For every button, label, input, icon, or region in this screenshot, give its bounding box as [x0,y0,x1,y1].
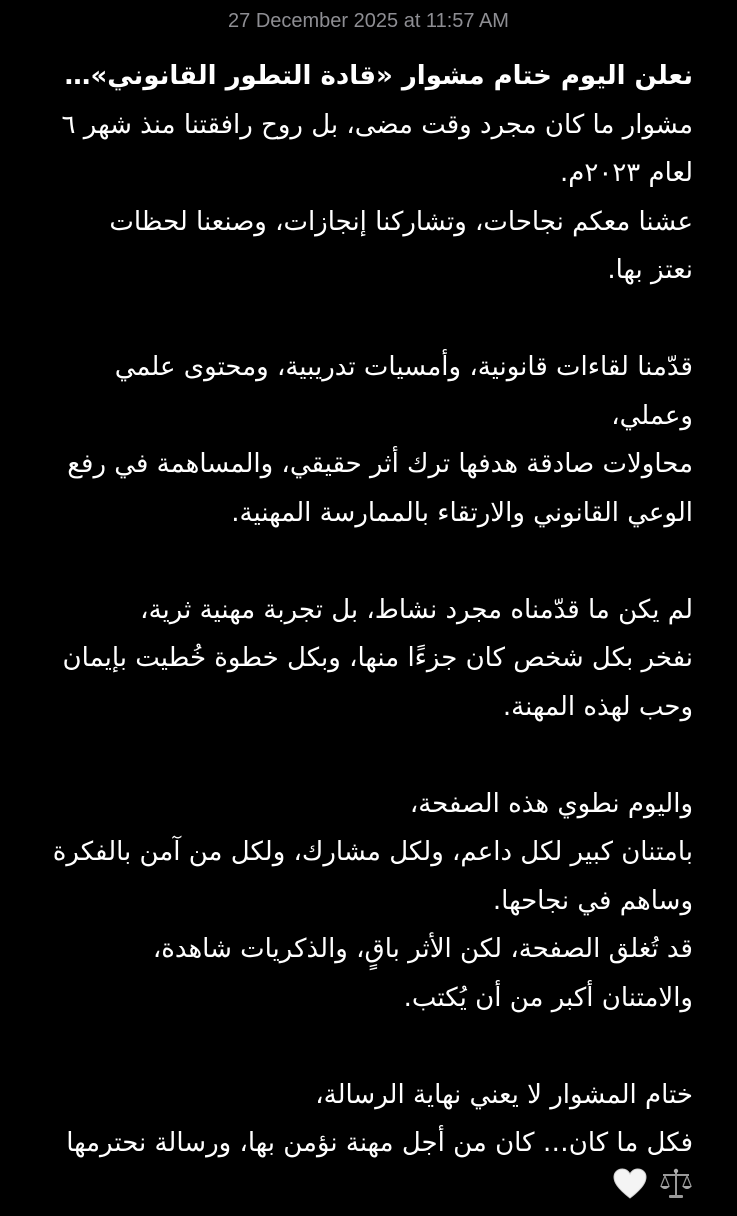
blank-line [37,537,693,586]
note-title: نعلن اليوم ختام مشوار «قادة التطور القانوني»… [37,52,693,101]
note-line: مشوار ما كان مجرد وقت مضى، بل روح رافقتنا منذ شهر ٦ [37,101,693,150]
blank-line [37,731,693,780]
note-line: وساهم في نجاحها. [37,877,693,926]
note-line: لم يكن ما قدّمناه مجرد نشاط، بل تجربة مهنية ثرية، [37,586,693,635]
note-line: نفخر بكل شخص كان جزءًا منها، وبكل خطوة خُطيت بإيمان [37,634,693,683]
note-line: عشنا معكم نجاحات، وتشاركنا إنجازات، وصنعنا لحظات [37,198,693,247]
scales-icon [659,1168,693,1216]
note-line: قدّمنا لقاءات قانونية، وأمسيات تدريبية، ومحتوى علمي [37,343,693,392]
note-line: قد تُغلق الصفحة، لكن الأثر باقٍ، والذكريات شاهدة، [37,925,693,974]
note-line: نعتز بها. [37,246,693,295]
blank-line [37,295,693,344]
note-line: لعام ٢٠٢٣م. [37,149,693,198]
note-line: الوعي القانوني والارتقاء بالممارسة المهنية. [37,489,693,538]
white-heart-icon [613,1168,647,1216]
note-body[interactable] [37,52,693,1216]
emoji-row [37,1168,693,1216]
note-line: ختام المشوار لا يعني نهاية الرسالة، [37,1071,693,1120]
note-line: بامتنان كبير لكل داعم، ولكل مشارك، ولكل من آمن بالفكرة [37,828,693,877]
note-line: وعملي، [37,392,693,441]
blank-line [37,1022,693,1071]
note-timestamp: 27 December 2025 at 11:57 AM [0,10,737,33]
note-line: واليوم نطوي هذه الصفحة، [37,780,693,829]
note-line: فكل ما كان… كان من أجل مهنة نؤمن بها، ورسالة نحترمها [37,1119,693,1168]
note-line: والامتنان أكبر من أن يُكتب. [37,974,693,1023]
note-line: وحب لهذه المهنة. [37,683,693,732]
note-line: محاولات صادقة هدفها ترك أثر حقيقي، والمساهمة في رفع [37,440,693,489]
